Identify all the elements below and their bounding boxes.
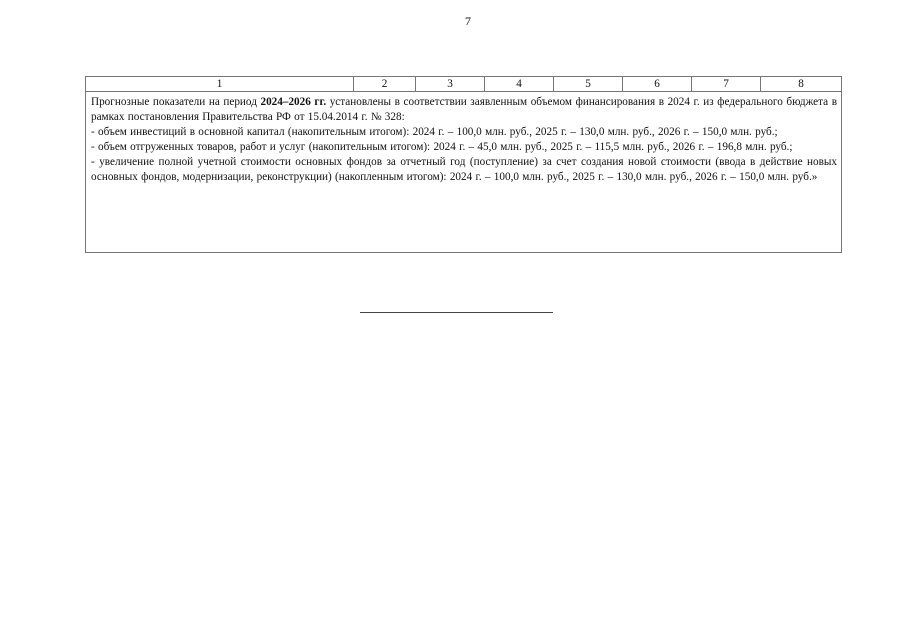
footer-divider	[360, 312, 553, 313]
column-header: 3	[416, 77, 485, 92]
column-header: 7	[692, 77, 761, 92]
column-header: 5	[554, 77, 623, 92]
intro-text-before: Прогнозные показатели на период	[91, 96, 261, 108]
column-header: 8	[761, 77, 842, 92]
list-item-fixed-assets: - увеличение полной учетной стоимости основных фондов за отчетный год (поступление) за счет создания новой стоимости (ввода в действие новых основных фондов, модернизации, реконструкции) (накопленным итогом): 2024 г. – 100,0 млн. руб., 2025 г. – 130,0 млн. руб., 2026 г. – 150,0 млн. руб.»	[91, 156, 837, 183]
list-item-investments: - объем инвестиций в основной капитал (накопительным итогом): 2024 г. – 100,0 млн. руб., 2025 г. – 130,0 млн. руб., 2026 г. – 150,0 млн. руб.;	[91, 126, 778, 138]
page-number: 7	[465, 14, 471, 28]
list-item-shipped-goods: - объем отгруженных товаров, работ и услуг (накопительным итогом): 2024 г. – 45,0 млн. руб., 2025 г. – 115,5 млн. руб., 2026 г. – 196,8 млн. руб.;	[91, 141, 793, 153]
period-bold-text: 2024–2026 гг.	[260, 96, 327, 108]
data-table	[85, 76, 842, 253]
column-header: 1	[86, 77, 354, 92]
column-header: 6	[623, 77, 692, 92]
table-header-row	[86, 77, 842, 92]
intro-text-after: установлены в соответствии заявленным объемом финансирования в 2024 г. из федерального бюджета в рамках постановления Правительства РФ от 15.04.2014 г. № 328:	[91, 96, 837, 123]
table-row	[86, 92, 842, 253]
column-header: 4	[485, 77, 554, 92]
column-header: 2	[354, 77, 416, 92]
merged-text-cell	[86, 92, 842, 253]
intro-paragraph	[91, 95, 837, 125]
